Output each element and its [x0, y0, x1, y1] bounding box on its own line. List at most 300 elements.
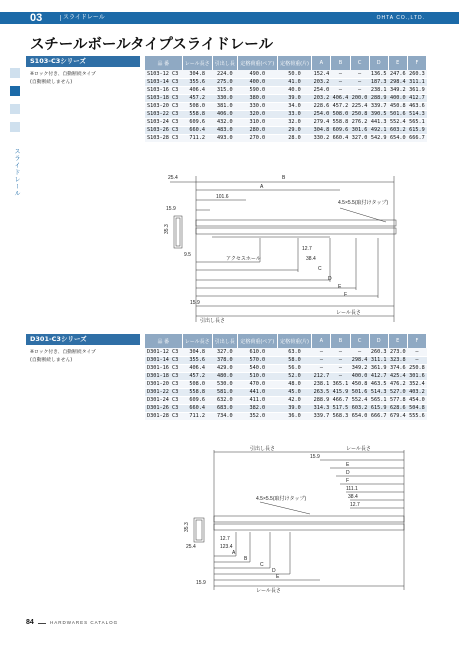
table-row — [145, 356, 427, 364]
dim-label: 9.5 — [184, 252, 191, 258]
table-cell: 470.0 — [237, 380, 277, 388]
table-cell: 254.0 — [313, 87, 330, 93]
table-cell: 590.0 — [237, 86, 277, 94]
table-cell: 361.9 — [370, 365, 387, 371]
table-cell: 330.0 — [212, 94, 237, 102]
column-header: A — [312, 334, 331, 348]
table-cell: 48.0 — [277, 380, 312, 388]
page-title: スチールボールタイプスライドレール — [30, 37, 274, 53]
column-header: B — [331, 334, 350, 348]
column-header: E — [388, 334, 407, 348]
table-cell: 450.8 — [351, 381, 368, 387]
table-cell: 304.8 — [182, 348, 212, 356]
table-cell: ― — [407, 356, 426, 364]
dim-label: 15.9 — [166, 206, 176, 212]
table-cell: 136.5 — [370, 70, 387, 77]
table-cell: 381.0 — [212, 102, 237, 110]
table-cell: 504.8 — [409, 405, 425, 411]
table-cell: 311.1 — [370, 357, 387, 363]
table-cell: 41.0 — [277, 78, 312, 86]
table-cell: 33.0 — [277, 110, 312, 118]
table-cell: 378.0 — [212, 356, 237, 364]
table-cell: 558.8 — [182, 388, 212, 396]
model-number-cell: S103-12 C3 — [145, 70, 182, 78]
dim-label: 35.3 — [184, 522, 190, 532]
dim-label: 12.7 — [302, 246, 312, 252]
s103-dimension-drawing — [140, 172, 430, 324]
table-cell: 228.6 — [313, 103, 330, 109]
table-cell: 406.4 — [182, 364, 212, 372]
column-header: E — [388, 56, 407, 70]
table-cell: 480.0 — [212, 372, 237, 380]
rail-cross-section-inner — [176, 218, 180, 246]
table-cell: 654.0 — [389, 135, 406, 141]
side-index-tab-active — [10, 86, 20, 96]
series-note — [30, 71, 140, 86]
column-header: C — [350, 334, 369, 348]
table-cell: 565.1 — [409, 119, 425, 125]
table-cell: 615.9 — [409, 127, 425, 133]
table-cell: 314.3 — [313, 405, 330, 411]
table-header-row — [145, 334, 427, 348]
table-cell: 628.6 — [389, 405, 406, 411]
dim-label: E — [346, 462, 350, 468]
table-cell: ― — [350, 86, 369, 94]
table-cell: 270.0 — [237, 134, 277, 142]
dim-label: 15.9 — [310, 454, 320, 460]
table-cell: 349.2 — [351, 365, 368, 371]
dim-label: 引出し長さ — [250, 446, 276, 452]
table-cell: 238.1 — [370, 87, 387, 93]
table-cell: 568.3 — [332, 413, 349, 419]
table-cell: 365.1 — [332, 381, 349, 387]
table-cell: 320.0 — [237, 110, 277, 118]
dim-label: F — [344, 292, 348, 298]
dim-label: D — [328, 276, 332, 282]
column-header: 定格荷重(ペア) — [237, 56, 277, 70]
table-cell: 463.6 — [409, 103, 425, 109]
dim-label: D — [272, 568, 276, 574]
table-cell: 200.0 — [351, 95, 368, 101]
dim-label: レール長さ — [336, 310, 361, 316]
column-header: C — [350, 56, 369, 70]
table-cell: 330.2 — [313, 135, 330, 141]
model-number-cell: S103-18 C3 — [145, 94, 182, 102]
table-cell: 415.9 — [332, 389, 349, 395]
table-cell: ― — [331, 86, 350, 94]
dim-label: A — [232, 550, 236, 556]
dim-label: レール長さ — [256, 588, 281, 594]
table-cell: 508.0 — [182, 380, 212, 388]
table-row — [145, 372, 427, 380]
column-header: B — [331, 56, 350, 70]
table-cell: 203.2 — [313, 95, 330, 101]
table-cell: 490.0 — [237, 70, 277, 78]
table-cell: 610.0 — [237, 348, 277, 356]
table-cell: 577.8 — [389, 397, 406, 403]
table-cell: ― — [331, 364, 350, 372]
side-index-tab — [10, 68, 20, 78]
table-cell: 339.7 — [313, 413, 330, 419]
table-cell: 457.2 — [182, 94, 212, 102]
table-row — [145, 94, 427, 102]
table-cell: 355.6 — [182, 356, 212, 364]
dim-label: 25.4 — [186, 544, 196, 550]
model-number-cell: S103-14 C3 — [145, 78, 182, 86]
table-cell: ― — [312, 356, 331, 364]
series-heading-s103: S103-C3シリーズ — [26, 56, 140, 67]
table-cell: 260.3 — [370, 348, 387, 355]
table-cell: ― — [312, 348, 331, 356]
column-header: 引出し長 — [212, 56, 237, 70]
table-cell: 527.0 — [389, 389, 406, 395]
side-index-tab — [10, 104, 20, 114]
table-cell: 400.0 — [237, 78, 277, 86]
table-cell: 56.0 — [277, 364, 312, 372]
table-row — [145, 102, 427, 110]
table-cell: 298.4 — [351, 357, 368, 363]
table-cell: 514.3 — [370, 389, 387, 395]
table-cell: 280.0 — [237, 126, 277, 134]
table-cell: 609.6 — [332, 127, 349, 133]
table-cell: 466.7 — [332, 397, 349, 403]
table-cell: 406.0 — [212, 110, 237, 118]
table-cell: 63.0 — [277, 348, 312, 356]
table-cell: 406.4 — [332, 95, 349, 101]
header-divider — [60, 15, 61, 21]
table-cell: ― — [331, 78, 350, 86]
dim-label: 101.6 — [216, 194, 229, 200]
model-number-cell: D301-22 C3 — [145, 388, 182, 396]
table-cell: 339.7 — [370, 103, 387, 109]
dim-label: B — [282, 175, 286, 181]
dim-label: 15.9 — [190, 300, 200, 306]
table-cell: 304.8 — [182, 70, 212, 78]
footer-divider — [38, 623, 46, 624]
table-cell: 224.0 — [212, 70, 237, 78]
model-number-cell: S103-24 C3 — [145, 118, 182, 126]
d301-dimension-drawing — [150, 444, 430, 594]
rail-cross-section-inner — [196, 520, 202, 540]
model-number-cell: D301-24 C3 — [145, 396, 182, 404]
dim-label: A — [260, 184, 264, 190]
dim-label: 111.1 — [346, 486, 358, 492]
table-cell: 301.6 — [351, 127, 368, 133]
column-header: D — [369, 334, 388, 348]
column-header: 定格荷重(片) — [277, 56, 312, 70]
table-cell: ― — [407, 348, 426, 356]
table-cell: 247.6 — [389, 70, 406, 77]
column-header: 品 番 — [145, 334, 182, 348]
model-number-cell: D301-26 C3 — [145, 404, 182, 412]
table-cell: 58.0 — [277, 356, 312, 364]
side-index-tab — [10, 122, 20, 132]
table-cell: 517.5 — [332, 405, 349, 411]
table-cell: ― — [331, 372, 350, 380]
table-row — [145, 78, 427, 86]
side-index — [10, 68, 20, 140]
model-number-cell: D301-14 C3 — [145, 356, 182, 364]
table-cell: 212.7 — [313, 373, 330, 379]
table-cell: 279.4 — [313, 119, 330, 125]
table-row — [145, 86, 427, 94]
table-cell: 225.4 — [351, 103, 368, 109]
table-cell: 411.0 — [237, 396, 277, 404]
column-header: 定格荷重(片) — [277, 334, 312, 348]
table-cell: 552.4 — [389, 119, 406, 125]
dim-label: B — [244, 556, 248, 562]
table-cell: 40.0 — [277, 86, 312, 94]
note-line: (自動断続しません) — [30, 79, 73, 85]
table-cell: 304.8 — [313, 127, 330, 133]
table-cell: 36.0 — [277, 412, 312, 420]
table-cell: ― — [331, 356, 350, 364]
table-cell: 152.4 — [313, 70, 330, 77]
table-cell: 263.5 — [313, 389, 330, 395]
dim-label: D — [346, 470, 350, 476]
model-number-cell: S103-20 C3 — [145, 102, 182, 110]
table-cell: 412.7 — [370, 373, 387, 379]
table-cell: 32.0 — [277, 118, 312, 126]
dim-label: 38.4 — [306, 256, 316, 262]
table-cell: 454.0 — [409, 397, 425, 403]
model-number-cell: D301-20 C3 — [145, 380, 182, 388]
dim-label: C — [260, 562, 264, 568]
table-cell: 34.0 — [277, 102, 312, 110]
table-row — [145, 126, 427, 134]
table-row — [145, 134, 427, 142]
table-cell: 42.0 — [277, 396, 312, 404]
table-cell: 508.0 — [182, 102, 212, 110]
model-number-cell: S103-28 C3 — [145, 134, 182, 142]
table-cell: 493.0 — [212, 134, 237, 142]
model-number-cell: D301-18 C3 — [145, 372, 182, 380]
table-cell: 581.0 — [212, 388, 237, 396]
table-cell: ― — [350, 70, 369, 78]
table-cell: 254.0 — [313, 111, 330, 117]
table-cell: 492.1 — [370, 127, 387, 133]
model-number-cell: S103-26 C3 — [145, 126, 182, 134]
dim-label: E — [276, 574, 280, 580]
table-cell: 565.1 — [370, 397, 387, 403]
table-cell: 412.7 — [409, 95, 425, 101]
column-header: レール長さ — [182, 56, 212, 70]
table-cell: 400.0 — [351, 373, 368, 379]
dim-label: 4.5×5.5(取付けタップ) — [256, 496, 307, 502]
table-row — [145, 110, 427, 118]
table-cell: 327.0 — [212, 348, 237, 356]
brand-name: OHTA CO.,LTD. — [376, 15, 425, 21]
spec-table-s103 — [145, 56, 427, 143]
model-number-cell: D301-16 C3 — [145, 364, 182, 372]
side-label: スライドレール — [13, 148, 20, 197]
table-cell: 666.7 — [370, 413, 387, 419]
note-line: ※ロック付き、自動断続タイプ — [30, 72, 96, 77]
table-cell: 349.2 — [389, 87, 406, 93]
rail-body-lower — [196, 228, 396, 234]
rail-body-lower — [214, 524, 404, 530]
table-cell: 457.2 — [182, 372, 212, 380]
table-cell: 654.0 — [351, 413, 368, 419]
table-cell: 425.4 — [389, 373, 406, 379]
table-cell: 39.0 — [277, 94, 312, 102]
table-cell: 400.0 — [389, 95, 406, 101]
table-row — [145, 412, 427, 420]
model-number-cell: D301-12 C3 — [145, 348, 182, 356]
dim-label: 4.5×5.5(取付けタップ) — [338, 200, 389, 206]
dim-label: F — [346, 478, 350, 484]
table-cell: ― — [331, 348, 350, 356]
table-cell: ― — [331, 70, 350, 78]
table-cell: 711.2 — [182, 134, 212, 142]
table-cell: 298.4 — [389, 79, 406, 85]
table-cell: 50.0 — [277, 70, 312, 78]
column-header: A — [312, 56, 331, 70]
table-cell: 540.0 — [237, 364, 277, 372]
table-row — [145, 364, 427, 372]
table-cell: 457.2 — [332, 103, 349, 109]
dim-label: 15.9 — [196, 580, 206, 586]
column-header: 引出し長 — [212, 334, 237, 348]
table-cell: 501.6 — [389, 111, 406, 117]
table-cell: 45.0 — [277, 388, 312, 396]
table-cell: 463.5 — [370, 381, 387, 387]
table-cell: 361.9 — [409, 87, 425, 93]
table-cell: 514.3 — [409, 111, 425, 117]
table-row — [145, 404, 427, 412]
dim-label: 123.4 — [220, 544, 233, 550]
rail-cross-section — [194, 518, 204, 542]
table-cell: 603.2 — [351, 405, 368, 411]
table-cell: 555.6 — [409, 413, 425, 419]
model-number-cell: D301-28 C3 — [145, 412, 182, 420]
table-cell: 238.1 — [313, 381, 330, 387]
column-header: 定格荷重(ペア) — [237, 334, 277, 348]
table-cell: 632.0 — [212, 396, 237, 404]
table-cell: 352.0 — [237, 412, 277, 420]
table-cell: 311.1 — [409, 79, 425, 85]
table-cell: 275.0 — [212, 78, 237, 86]
table-cell: 558.8 — [182, 110, 212, 118]
table-cell: 441.0 — [237, 388, 277, 396]
table-cell: 380.0 — [237, 94, 277, 102]
table-cell: 355.6 — [182, 78, 212, 86]
series-heading-d301: D301-C3シリーズ — [26, 334, 140, 345]
table-cell: 558.8 — [332, 119, 349, 125]
page-number: 84 — [26, 619, 34, 626]
rail-body — [196, 220, 396, 226]
rail-body — [214, 516, 404, 522]
table-cell: 29.0 — [277, 126, 312, 134]
table-cell: 660.4 — [332, 135, 349, 141]
table-cell: 406.4 — [182, 86, 212, 94]
table-cell: ― — [350, 78, 369, 86]
table-cell: ― — [312, 364, 331, 372]
dim-label: レール長さ — [346, 446, 371, 452]
column-header: レール長さ — [182, 334, 212, 348]
table-cell: 432.0 — [212, 118, 237, 126]
dim-label: 12.7 — [350, 502, 360, 508]
table-cell: 609.6 — [182, 118, 212, 126]
table-cell: 52.0 — [277, 372, 312, 380]
note-line: ※ロック付き、自動断続タイプ — [30, 350, 96, 355]
column-header: F — [407, 334, 426, 348]
dim-label: 25.4 — [168, 175, 178, 181]
dim-label: 12.7 — [220, 536, 230, 542]
table-cell: 288.9 — [313, 397, 330, 403]
column-header: D — [369, 56, 388, 70]
table-cell: 450.8 — [389, 103, 406, 109]
table-cell: 510.0 — [237, 372, 277, 380]
table-cell: ― — [350, 348, 369, 356]
catalog-name: HARDWARES CATALOG — [50, 620, 119, 625]
table-cell: 660.4 — [182, 404, 212, 412]
table-cell: 28.0 — [277, 134, 312, 142]
table-cell: 352.4 — [409, 381, 425, 387]
table-cell: 508.0 — [332, 111, 349, 117]
table-cell: 615.9 — [370, 405, 387, 411]
table-row — [145, 388, 427, 396]
chapter-name: スライドレール — [63, 14, 105, 21]
table-cell: 250.8 — [351, 111, 368, 117]
table-cell: 660.4 — [182, 126, 212, 134]
table-cell: 683.0 — [212, 404, 237, 412]
rail-cross-section — [174, 216, 182, 248]
table-cell: 382.0 — [237, 404, 277, 412]
table-cell: 501.6 — [351, 389, 368, 395]
table-cell: 374.6 — [389, 365, 406, 371]
table-cell: 315.0 — [212, 86, 237, 94]
table-cell: 734.0 — [212, 412, 237, 420]
table-cell: 403.2 — [409, 389, 425, 395]
table-cell: 390.5 — [370, 111, 387, 117]
note-line: (自動断続しません) — [30, 357, 73, 363]
table-cell: 711.2 — [182, 412, 212, 420]
table-cell: 603.2 — [389, 127, 406, 133]
table-cell: 288.9 — [370, 95, 387, 101]
table-cell: 276.2 — [351, 119, 368, 125]
table-cell: 679.4 — [389, 413, 406, 419]
table-cell: 310.0 — [237, 118, 277, 126]
model-number-cell: S103-22 C3 — [145, 110, 182, 118]
dim-label: 引出し長さ — [200, 318, 226, 324]
table-cell: 609.6 — [182, 396, 212, 404]
dim-label: E — [338, 284, 342, 290]
dim-label: C — [318, 266, 322, 272]
dim-label: 38.4 — [348, 494, 358, 500]
table-cell: 570.0 — [237, 356, 277, 364]
dim-label: アクセスホール — [226, 256, 261, 262]
table-cell: 530.0 — [212, 380, 237, 388]
spec-table-d301 — [145, 334, 427, 421]
table-cell: 666.7 — [409, 135, 425, 141]
dim-label: 35.3 — [164, 224, 170, 234]
table-cell: 483.0 — [212, 126, 237, 134]
table-header-row — [145, 56, 427, 70]
table-cell: 301.6 — [409, 373, 425, 379]
table-cell: 441.3 — [370, 119, 387, 125]
model-number-cell: S103-16 C3 — [145, 86, 182, 94]
table-row — [145, 118, 427, 126]
table-cell: 39.0 — [277, 404, 312, 412]
column-header: 品 番 — [145, 56, 182, 70]
table-row — [145, 380, 427, 388]
table-cell: 476.2 — [389, 381, 406, 387]
table-cell: 187.3 — [370, 79, 387, 85]
table-cell: 429.0 — [212, 364, 237, 372]
table-cell: 327.0 — [351, 135, 368, 141]
table-cell: 260.3 — [409, 70, 425, 77]
